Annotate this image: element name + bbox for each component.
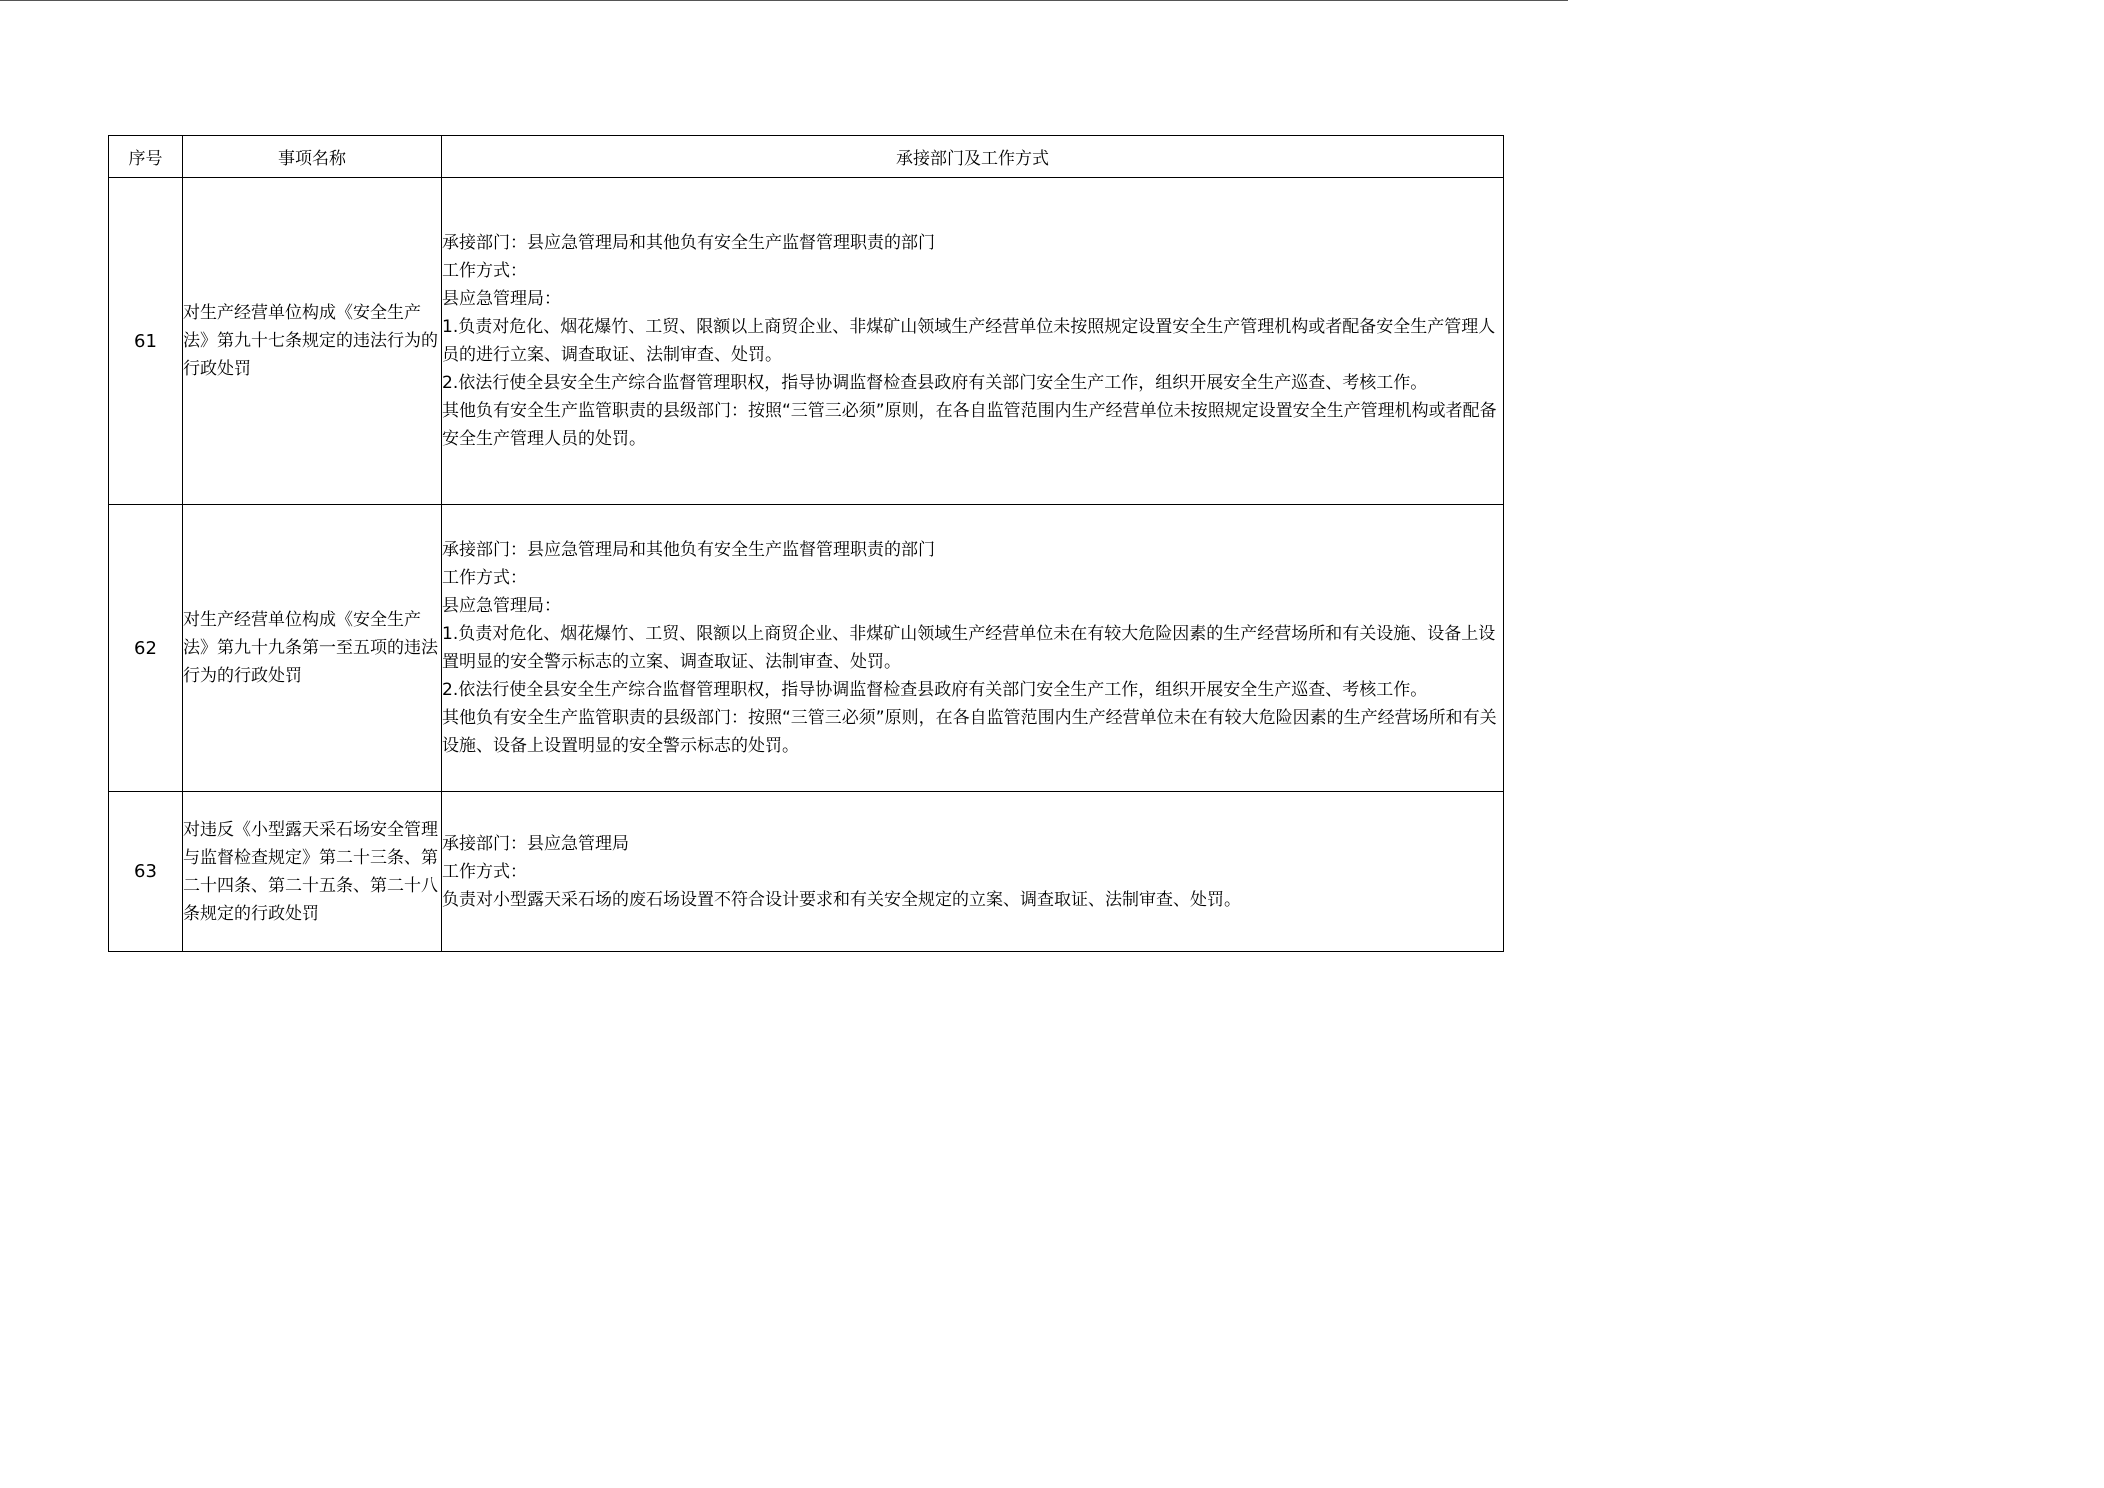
row-name: 对生产经营单位构成《安全生产法》第九十七条规定的违法行为的行政处罚: [183, 178, 442, 505]
row-name: 对违反《小型露天采石场安全管理与监督检查规定》第二十三条、第二十四条、第二十五条、第二十八条规定的行政处罚: [183, 792, 442, 952]
header-seq: 序号: [109, 136, 183, 178]
method-line: 其他负有安全生产监管职责的县级部门：按照“三管三必须”原则，在各自监管范围内生产经营单位未在有较大危险因素的生产经营场所和有关设施、设备上设置明显的安全警示标志的处罚。: [442, 708, 1497, 756]
table-row: [109, 505, 1504, 792]
method-line: 1.负责对危化、烟花爆竹、工贸、限额以上商贸企业、非煤矿山领域生产经营单位未在有较大危险因素的生产经营场所和有关设施、设备上设置明显的安全警示标志的立案、调查取证、法制审查、处罚。: [442, 624, 1496, 672]
header-name: 事项名称: [183, 136, 442, 178]
matters-table: [108, 135, 1504, 952]
page-top-border: [0, 0, 1568, 1]
table-row: [109, 792, 1504, 952]
method-line: 县应急管理局：: [442, 289, 561, 309]
method-line: 1.负责对危化、烟花爆竹、工贸、限额以上商贸企业、非煤矿山领域生产经营单位未按照规定设置安全生产管理机构或者配备安全生产管理人员的进行立案、调查取证、法制审查、处罚。: [442, 317, 1496, 365]
table-header-row: [109, 136, 1504, 178]
header-method: 承接部门及工作方式: [442, 136, 1504, 178]
row-seq: 63: [109, 792, 183, 952]
method-line: 县应急管理局：: [442, 596, 561, 616]
row-method: [442, 505, 1504, 792]
table-row: [109, 178, 1504, 505]
method-line: 其他负有安全生产监管职责的县级部门：按照“三管三必须”原则，在各自监管范围内生产经营单位未按照规定设置安全生产管理机构或者配备安全生产管理人员的处罚。: [442, 401, 1497, 449]
method-line: 承接部门：县应急管理局和其他负有安全生产监督管理职责的部门: [442, 233, 935, 253]
method-line: 工作方式：: [442, 568, 527, 588]
method-line: 负责对小型露天采石场的废石场设置不符合设计要求和有关安全规定的立案、调查取证、法制审查、处罚。: [442, 889, 1241, 910]
method-line: 工作方式：: [442, 861, 527, 882]
row-method: [442, 178, 1504, 505]
method-line: 2.依法行使全县安全生产综合监督管理职权，指导协调监督检查县政府有关部门安全生产工作，组织开展安全生产巡查、考核工作。: [442, 680, 1428, 700]
row-seq: 62: [109, 505, 183, 792]
method-line: 承接部门：县应急管理局: [442, 833, 629, 854]
method-line: 2.依法行使全县安全生产综合监督管理职权，指导协调监督检查县政府有关部门安全生产工作，组织开展安全生产巡查、考核工作。: [442, 373, 1428, 393]
method-line: 承接部门：县应急管理局和其他负有安全生产监督管理职责的部门: [442, 540, 935, 560]
row-method: [442, 792, 1504, 952]
method-line: 工作方式：: [442, 261, 527, 281]
row-name: 对生产经营单位构成《安全生产法》第九十九条第一至五项的违法行为的行政处罚: [183, 505, 442, 792]
row-seq: 61: [109, 178, 183, 505]
